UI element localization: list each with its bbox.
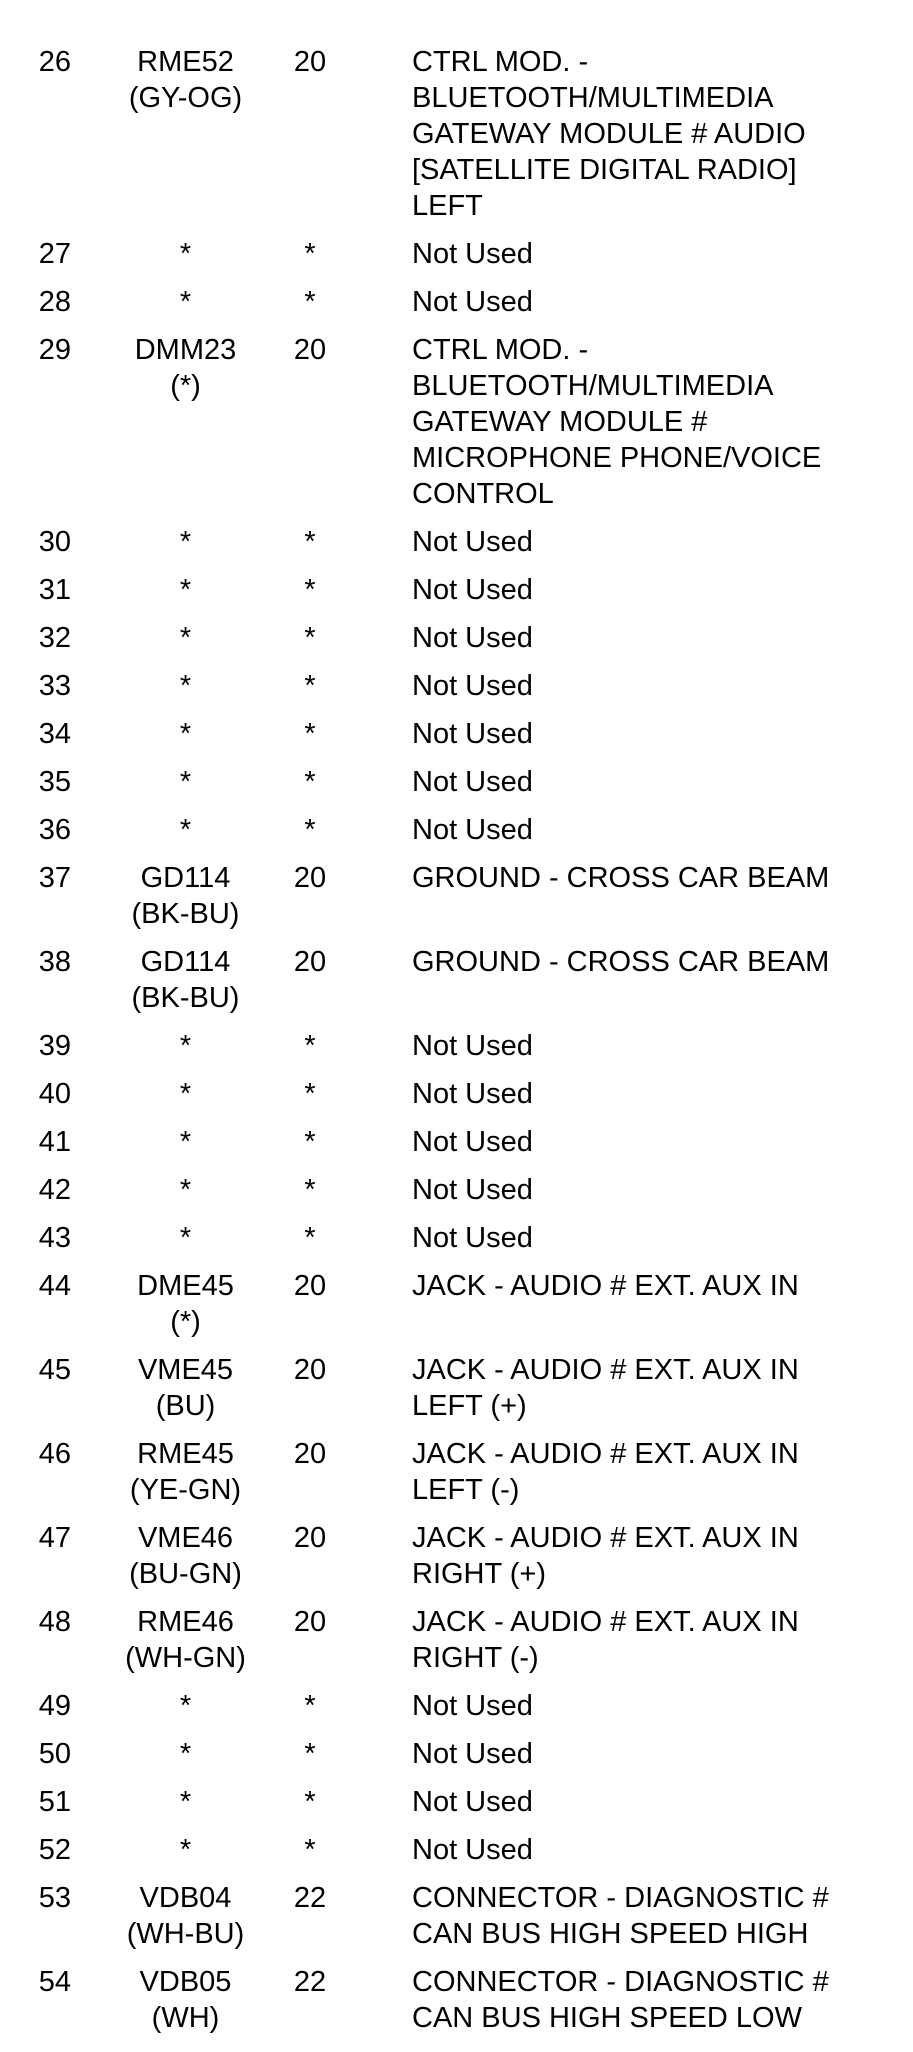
cavity-number: 30 xyxy=(38,526,71,558)
wire-color: (WH) xyxy=(151,2002,220,2034)
function-cell xyxy=(412,1520,912,1592)
cavity-number: 52 xyxy=(38,1834,71,1866)
function-cell xyxy=(412,284,912,320)
circuit-code: VME45 xyxy=(137,1354,234,1386)
circuit-cell xyxy=(108,44,263,116)
cavity-number: 48 xyxy=(38,1606,71,1638)
wire-color: (BK-BU) xyxy=(131,982,240,1014)
cavity-number: 53 xyxy=(38,1882,71,1914)
function-line: Not Used xyxy=(412,1690,533,1722)
circuit-code: RME45 xyxy=(137,1438,234,1470)
function-line: BLUETOOTH/MULTIMEDIA xyxy=(412,370,774,402)
function-cell xyxy=(412,1832,912,1868)
wire-color: (*) xyxy=(170,370,201,402)
function-cell xyxy=(412,1604,912,1676)
function-line: GROUND - CROSS CAR BEAM xyxy=(412,946,830,978)
circuit-cell xyxy=(108,668,263,704)
table-row xyxy=(0,1604,913,1676)
table-row xyxy=(0,1268,913,1340)
function-cell xyxy=(412,1736,912,1772)
function-cell xyxy=(412,572,912,608)
function-line: CAN BUS HIGH SPEED HIGH xyxy=(412,1918,809,1950)
circuit-code: * xyxy=(179,574,192,606)
table-row xyxy=(0,1172,913,1208)
table-row xyxy=(0,668,913,704)
cavity-number: 36 xyxy=(38,814,71,846)
function-cell xyxy=(412,1784,912,1820)
wire-color: (BU-GN) xyxy=(129,1558,242,1590)
function-line: Not Used xyxy=(412,1078,533,1110)
function-cell xyxy=(412,1076,912,1112)
function-cell xyxy=(412,860,912,896)
table-row xyxy=(0,1964,913,2036)
table-row xyxy=(0,812,913,848)
table-row xyxy=(0,1028,913,1064)
cavity-number: 38 xyxy=(38,946,71,978)
function-line: RIGHT (+) xyxy=(412,1558,546,1590)
wire-gauge: * xyxy=(304,718,316,750)
circuit-code: * xyxy=(179,718,192,750)
function-cell xyxy=(412,1352,912,1424)
cavity-number: 26 xyxy=(38,46,71,78)
table-row xyxy=(0,1736,913,1772)
function-line: Not Used xyxy=(412,670,533,702)
wire-color: (YE-GN) xyxy=(129,1474,242,1506)
circuit-cell xyxy=(108,1688,263,1724)
wire-gauge: 20 xyxy=(293,1270,327,1302)
table-row xyxy=(0,332,913,512)
circuit-code: * xyxy=(179,1030,192,1062)
wire-color: (BK-BU) xyxy=(131,898,240,930)
circuit-cell xyxy=(108,1784,263,1820)
circuit-cell xyxy=(108,332,263,404)
function-line: JACK - AUDIO # EXT. AUX IN xyxy=(412,1438,799,1470)
table-row xyxy=(0,284,913,320)
cavity-number: 34 xyxy=(38,718,71,750)
function-line: Not Used xyxy=(412,766,533,798)
wire-gauge: 20 xyxy=(293,46,327,78)
cavity-number: 33 xyxy=(38,670,71,702)
wire-gauge: * xyxy=(304,766,316,798)
circuit-code: * xyxy=(179,238,192,270)
circuit-code: VDB05 xyxy=(139,1966,232,1998)
table-row xyxy=(0,1124,913,1160)
function-cell xyxy=(412,716,912,752)
wire-gauge: * xyxy=(304,574,316,606)
wire-gauge: * xyxy=(304,1174,316,1206)
wire-gauge: 20 xyxy=(293,862,327,894)
function-line: CAN BUS HIGH SPEED LOW xyxy=(412,2002,802,2034)
function-line: GATEWAY MODULE # xyxy=(412,406,708,438)
function-line: Not Used xyxy=(412,718,533,750)
cavity-number: 40 xyxy=(38,1078,71,1110)
function-line: CONTROL xyxy=(412,478,554,510)
circuit-cell xyxy=(108,1604,263,1676)
wire-gauge: * xyxy=(304,1126,316,1158)
circuit-cell xyxy=(108,1736,263,1772)
circuit-code: * xyxy=(179,1690,192,1722)
wire-gauge: * xyxy=(304,1786,316,1818)
circuit-code: * xyxy=(179,1222,192,1254)
circuit-cell xyxy=(108,284,263,320)
function-cell xyxy=(412,764,912,800)
cavity-number: 28 xyxy=(38,286,71,318)
wire-gauge: * xyxy=(304,286,316,318)
wire-gauge: 20 xyxy=(293,1606,327,1638)
wire-gauge: 20 xyxy=(293,946,327,978)
function-cell xyxy=(412,1880,912,1952)
cavity-number: 41 xyxy=(38,1126,71,1158)
table-row xyxy=(0,716,913,752)
circuit-code: * xyxy=(179,1834,192,1866)
wire-gauge: * xyxy=(304,1078,316,1110)
table-row xyxy=(0,236,913,272)
circuit-code: * xyxy=(179,1738,192,1770)
function-cell xyxy=(412,332,912,512)
function-line: LEFT (+) xyxy=(412,1390,527,1422)
table-row xyxy=(0,1832,913,1868)
cavity-number: 35 xyxy=(38,766,71,798)
function-cell xyxy=(412,236,912,272)
wire-gauge: 20 xyxy=(293,1522,327,1554)
wire-gauge: * xyxy=(304,1030,316,1062)
function-cell xyxy=(412,44,912,224)
wire-color: (WH-GN) xyxy=(125,1642,246,1674)
circuit-cell xyxy=(108,1964,263,2036)
table-row xyxy=(0,764,913,800)
wire-gauge: * xyxy=(304,1222,316,1254)
function-cell xyxy=(412,1964,912,2036)
circuit-code: * xyxy=(179,670,192,702)
function-line: LEFT (-) xyxy=(412,1474,520,1506)
circuit-cell xyxy=(108,1124,263,1160)
function-line: CONNECTOR - DIAGNOSTIC # xyxy=(412,1966,829,1998)
table-row xyxy=(0,860,913,932)
circuit-code: GD114 xyxy=(140,946,231,978)
circuit-code: * xyxy=(179,286,192,318)
function-line: Not Used xyxy=(412,1834,533,1866)
function-line: Not Used xyxy=(412,622,533,654)
function-line: CTRL MOD. - xyxy=(412,334,589,366)
cavity-number: 54 xyxy=(38,1966,71,1998)
circuit-code: * xyxy=(179,814,192,846)
cavity-number: 46 xyxy=(38,1438,71,1470)
function-cell xyxy=(412,812,912,848)
table-row xyxy=(0,44,913,224)
circuit-cell xyxy=(108,572,263,608)
function-cell xyxy=(412,1268,912,1304)
function-line: Not Used xyxy=(412,814,533,846)
circuit-code: * xyxy=(179,622,192,654)
table-row xyxy=(0,1880,913,1952)
circuit-cell xyxy=(108,1028,263,1064)
table-row xyxy=(0,572,913,608)
function-cell xyxy=(412,1028,912,1064)
function-line: Not Used xyxy=(412,238,533,270)
function-line: [SATELLITE DIGITAL RADIO] xyxy=(412,154,797,186)
wire-gauge: * xyxy=(304,1690,316,1722)
table-row xyxy=(0,1220,913,1256)
table-row xyxy=(0,1520,913,1592)
wire-gauge: * xyxy=(304,670,316,702)
function-line: CONNECTOR - DIAGNOSTIC # xyxy=(412,1882,829,1914)
cavity-number: 51 xyxy=(38,1786,71,1818)
cavity-number: 49 xyxy=(38,1690,71,1722)
cavity-number: 37 xyxy=(38,862,71,894)
circuit-cell xyxy=(108,1076,263,1112)
circuit-cell xyxy=(108,1268,263,1340)
wire-gauge: 20 xyxy=(293,1354,327,1386)
wire-gauge: * xyxy=(304,622,316,654)
function-cell xyxy=(412,1172,912,1208)
circuit-cell xyxy=(108,1172,263,1208)
cavity-number: 27 xyxy=(38,238,71,270)
circuit-code: * xyxy=(179,526,192,558)
cavity-number: 31 xyxy=(38,574,71,606)
function-line: GATEWAY MODULE # AUDIO xyxy=(412,118,806,150)
function-line: JACK - AUDIO # EXT. AUX IN xyxy=(412,1270,799,1302)
wire-color: (*) xyxy=(170,1306,201,1338)
cavity-number: 50 xyxy=(38,1738,71,1770)
function-line: Not Used xyxy=(412,1174,533,1206)
function-line: JACK - AUDIO # EXT. AUX IN xyxy=(412,1354,799,1386)
circuit-code: DME45 xyxy=(137,1270,234,1302)
function-cell xyxy=(412,620,912,656)
circuit-cell xyxy=(108,860,263,932)
circuit-code: RME46 xyxy=(137,1606,234,1638)
table-row xyxy=(0,1436,913,1508)
function-line: Not Used xyxy=(412,1222,533,1254)
circuit-cell xyxy=(108,764,263,800)
wire-gauge: * xyxy=(304,1834,316,1866)
function-cell xyxy=(412,1220,912,1256)
circuit-code: GD114 xyxy=(140,862,231,894)
function-line: MICROPHONE PHONE/VOICE xyxy=(412,442,822,474)
circuit-cell xyxy=(108,1436,263,1508)
table-row xyxy=(0,620,913,656)
wire-gauge: * xyxy=(304,238,316,270)
function-line: Not Used xyxy=(412,526,533,558)
function-line: RIGHT (-) xyxy=(412,1642,539,1674)
wire-gauge: 22 xyxy=(293,1966,327,1998)
circuit-cell xyxy=(108,1832,263,1868)
function-line: GROUND - CROSS CAR BEAM xyxy=(412,862,830,894)
cavity-number: 47 xyxy=(38,1522,71,1554)
circuit-cell xyxy=(108,812,263,848)
wire-gauge: * xyxy=(304,1738,316,1770)
circuit-code: * xyxy=(179,1078,192,1110)
function-cell xyxy=(412,668,912,704)
cavity-number: 42 xyxy=(38,1174,71,1206)
table-row xyxy=(0,944,913,1016)
wire-gauge: 20 xyxy=(293,1438,327,1470)
circuit-code: DMM23 xyxy=(134,334,237,366)
cavity-number: 29 xyxy=(38,334,71,366)
function-cell xyxy=(412,1124,912,1160)
wire-gauge: 22 xyxy=(293,1882,327,1914)
wire-gauge: 20 xyxy=(293,334,327,366)
function-line: Not Used xyxy=(412,574,533,606)
table-row xyxy=(0,524,913,560)
function-line: JACK - AUDIO # EXT. AUX IN xyxy=(412,1606,799,1638)
function-line: Not Used xyxy=(412,1738,533,1770)
function-line: CTRL MOD. - xyxy=(412,46,589,78)
table-row xyxy=(0,1352,913,1424)
table-row xyxy=(0,1688,913,1724)
function-cell xyxy=(412,524,912,560)
circuit-code: * xyxy=(179,1174,192,1206)
function-cell xyxy=(412,1688,912,1724)
circuit-code: * xyxy=(179,766,192,798)
circuit-cell xyxy=(108,1520,263,1592)
wire-color: (GY-OG) xyxy=(128,82,243,114)
function-line: Not Used xyxy=(412,1786,533,1818)
circuit-code: VME46 xyxy=(137,1522,234,1554)
circuit-cell xyxy=(108,1352,263,1424)
function-line: JACK - AUDIO # EXT. AUX IN xyxy=(412,1522,799,1554)
circuit-code: * xyxy=(179,1786,192,1818)
wire-gauge: * xyxy=(304,526,316,558)
circuit-cell xyxy=(108,620,263,656)
cavity-number: 39 xyxy=(38,1030,71,1062)
circuit-code: RME52 xyxy=(137,46,234,78)
function-line: Not Used xyxy=(412,1030,533,1062)
function-line: Not Used xyxy=(412,1126,533,1158)
circuit-cell xyxy=(108,524,263,560)
circuit-cell xyxy=(108,716,263,752)
circuit-code: * xyxy=(179,1126,192,1158)
wire-color: (WH-BU) xyxy=(126,1918,245,1950)
function-line: BLUETOOTH/MULTIMEDIA xyxy=(412,82,774,114)
function-line: Not Used xyxy=(412,286,533,318)
cavity-number: 44 xyxy=(38,1270,71,1302)
wire-gauge: * xyxy=(304,814,316,846)
circuit-cell xyxy=(108,1880,263,1952)
circuit-cell xyxy=(108,1220,263,1256)
table-row xyxy=(0,1784,913,1820)
cavity-number: 45 xyxy=(38,1354,71,1386)
function-line: LEFT xyxy=(412,190,483,222)
table-row xyxy=(0,1076,913,1112)
cavity-number: 43 xyxy=(38,1222,71,1254)
circuit-cell xyxy=(108,944,263,1016)
circuit-code: VDB04 xyxy=(139,1882,232,1914)
function-cell xyxy=(412,1436,912,1508)
circuit-cell xyxy=(108,236,263,272)
function-cell xyxy=(412,944,912,980)
wire-color: (BU) xyxy=(155,1390,216,1422)
cavity-number: 32 xyxy=(38,622,71,654)
